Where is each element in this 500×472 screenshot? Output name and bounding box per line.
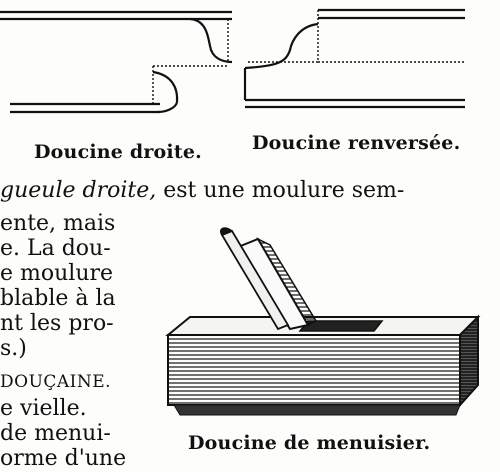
text-line-7: s.) [0, 336, 27, 361]
doucine-droite-illustration [0, 0, 240, 130]
text-line-1 [0, 178, 404, 204]
text-line-9: e vielle. [0, 396, 87, 421]
text-italic-term: gueule droite, [0, 178, 157, 203]
text-line-8 [0, 368, 111, 395]
menuisier-plane-illustration [160, 225, 490, 425]
caption-doucine-droite: Doucine droite. [34, 141, 202, 163]
caption-doucine-renversee: Doucine renversée. [252, 132, 461, 154]
caption-doucine-menuisier: Doucine de menuisier. [188, 432, 431, 454]
text-line-11: orme d'une [0, 446, 127, 471]
text-line-4: e moulure [0, 261, 114, 286]
text-line-1-rest: est une moulure sem- [156, 178, 405, 203]
doucine-renversee-illustration [240, 0, 470, 130]
text-headword: DOUÇAINE. [0, 372, 112, 392]
text-line-6: nt les pro- [0, 311, 114, 336]
text-line-3: e. La dou- [0, 236, 111, 261]
text-line-2: ente, mais [0, 211, 116, 236]
figure-doucine-droite [0, 0, 240, 130]
text-line-10: de menui- [0, 421, 111, 446]
text-line-5: blable à la [0, 286, 116, 311]
figure-doucine-renversee [240, 0, 470, 130]
figure-doucine-menuisier [160, 225, 490, 425]
